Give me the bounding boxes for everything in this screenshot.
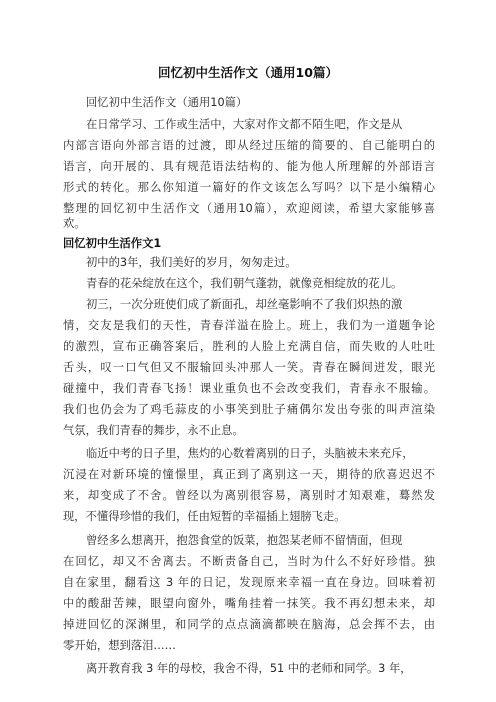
paragraph-line: 在日常学习、工作或生活中，大家对作文都不陌生吧，作文是从 (86, 118, 403, 131)
paragraph-line: 形式的转化。那么你知道一篇好的作文该怎么写吗？以下是小编精心 (63, 181, 435, 194)
paragraph-line: 中的酸甜苦辣，眼望向窗外，嘴角挂着一抹笑。我不再幻想未来，却 (63, 597, 435, 610)
document-title: 回忆初中生活作文（通用10篇） (158, 65, 338, 80)
paragraph-line: 来，却变成了不舍。曾经以为离别很容易，离别时才知艰难，蓦然发 (63, 489, 435, 502)
paragraph-line: 欢。 (63, 217, 86, 230)
paragraph-line: 青春的花朵绽放在这个，我们朝气蓬勃，就像竞相绽放的花儿。 (86, 277, 403, 290)
paragraph-line: 气氛，我们青春的舞步，永不止息。 (63, 424, 244, 437)
paragraph-line: 掉进回忆的深渊里，和同学的点点滴滴都映在脑海，总会挥不去，由 (63, 618, 435, 631)
paragraph-line: 语言，向开展的、具有规范语法结构的、能为他人所理解的外部语言 (63, 160, 435, 173)
paragraph-line: 现，不懂得珍惜的我们，任由短暂的幸福插上翅膀飞走。 (63, 510, 346, 523)
paragraph-line: 在回忆，却又不舍离去。不断责备自己，当时为什么不好好珍惜。独 (63, 555, 435, 568)
paragraph-line: 内部言语向外部言语的过渡，即从经过压缩的简要的、自己能明白的 (63, 139, 435, 152)
paragraph-line: 曾经多么想离开，抱怨食堂的饭菜，抱怨某老师不留情面，但现 (86, 534, 403, 547)
paragraph-line: 我们也仍会为了鸡毛蒜皮的小事笑到肚子痛偶尔发出夸张的叫声渲染 (63, 403, 435, 416)
paragraph-line: 的激烈，宣布正确答案后，胜利的人脸上充满自信，而失败的人吐吐 (63, 340, 435, 353)
paragraph-line: 舌头，叹一口气但又不服输回头冲那人一笑。青春在瞬间迸发，眼光 (63, 361, 435, 374)
paragraph-line: 自在家里，翻看这 3 年的日记，发现原来幸福一直在身边。回味着初 (63, 576, 435, 589)
paragraph-line: 回忆初中生活作文（通用10篇） (86, 96, 248, 109)
paragraph-line: 整理的回忆初中生活作文（通用10篇），欢迎阅读，希望大家能够喜 (63, 202, 435, 215)
paragraph-line: 初三，一次分班使们成了新面孔，却丝毫影响不了我们炽热的激 (86, 298, 403, 311)
paragraph-line: 零开始，想到落泪…… (63, 639, 176, 652)
paragraph-line: 碰撞中，我们青春飞扬！课业重负也不会改变我们，青春永不服输。 (63, 382, 435, 395)
paragraph-line: 临近中考的日子里，焦灼的心数着离别的日子，头脑被未来充斥， (86, 447, 414, 460)
paragraph-line: 情，交友是我们的天性，青春洋溢在脸上。班上，我们为一道题争论 (63, 319, 435, 332)
paragraph-line: 沉浸在对新环境的憧憬里，真正到了离别这一天，期待的欣喜迟迟不 (63, 468, 435, 481)
section-heading: 回忆初中生活作文1 (63, 237, 162, 250)
paragraph-line: 初中的3年，我们美好的岁月，匆匆走过。 (86, 256, 297, 269)
paragraph-line: 离开教育我 3 年的母校，我舍不得，51 中的老师和同学。3 年， (86, 662, 412, 675)
